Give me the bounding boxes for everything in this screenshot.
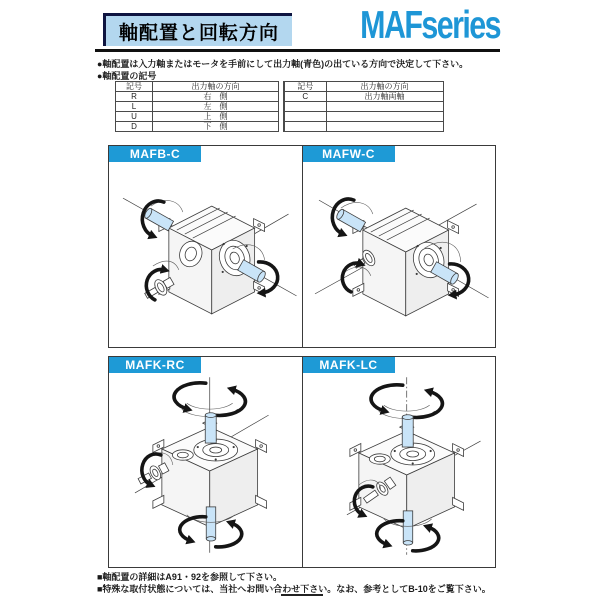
table-row (116, 122, 279, 132)
panel-row-top (108, 145, 496, 348)
intro-line-1: ●軸配置は入力軸またはモータを手前にして出力軸(青色)の出ている方向で決定して下さい。 (97, 59, 469, 69)
cell-symbol (284, 102, 326, 112)
header-symbol: 記号 (284, 82, 326, 92)
header-direction: 出力軸の方向 (326, 82, 443, 92)
cell-symbol: R (116, 92, 153, 102)
cell-symbol: L (116, 102, 153, 112)
footnote-detail-reference: ■軸配置の詳細はA91・92を参照して下さい。 (97, 572, 282, 582)
table-row (116, 112, 279, 122)
cell-direction (326, 112, 443, 122)
cell-direction (326, 102, 443, 112)
table-row (116, 92, 279, 102)
cell-symbol: U (116, 112, 153, 122)
header-symbol: 記号 (116, 82, 153, 92)
table-row (284, 112, 443, 122)
cell-direction: 右 側 (153, 92, 279, 102)
panel-label-mafk-rc: MAFK-RC (109, 357, 201, 373)
maf-series-logo: MAFseries (360, 3, 500, 47)
header-rule (95, 49, 500, 52)
panel-mafw-c (302, 146, 496, 347)
table-row (284, 122, 443, 132)
intro-line-2: ●軸配置の記号 (97, 71, 157, 81)
symbol-table-left (115, 81, 279, 132)
table-row (116, 102, 279, 112)
cell-direction: 上 側 (153, 112, 279, 122)
gearbox-drawing-mafb-c (109, 146, 302, 347)
table-row (284, 102, 443, 112)
panel-label-mafb-c: MAFB-C (109, 146, 201, 162)
gearbox-drawing-mafk-lc (303, 357, 496, 567)
panel-mafk-rc (109, 357, 302, 567)
header-direction: 出力軸の方向 (153, 82, 279, 92)
panel-label-mafk-lc: MAFK-LC (303, 357, 395, 373)
cell-symbol: C (284, 92, 326, 102)
cell-direction (326, 122, 443, 132)
cell-direction: 左 側 (153, 102, 279, 112)
page-bottom-mark (281, 594, 323, 596)
panel-mafb-c (109, 146, 302, 347)
table-header-row (116, 82, 279, 92)
cell-direction: 出力軸両軸 (326, 92, 443, 102)
cell-symbol (284, 112, 326, 122)
table-row (284, 92, 443, 102)
cell-direction: 下 側 (153, 122, 279, 132)
symbol-table-right (283, 81, 444, 132)
panel-mafk-lc (302, 357, 496, 567)
panel-label-mafw-c: MAFW-C (303, 146, 395, 162)
cell-symbol (284, 122, 326, 132)
footnote-special-mounting: ■特殊な取付状態については、当社へお問い合わせ下さい。なお、参考としてB-10をご覧下さい。 (97, 584, 491, 594)
panel-row-bottom (108, 356, 496, 568)
gearbox-drawing-mafk-rc (109, 357, 302, 567)
cell-symbol: D (116, 122, 153, 132)
page-title: 軸配置と回転方向 (103, 13, 292, 46)
gearbox-drawing-mafw-c (303, 146, 496, 347)
table-header-row (284, 82, 443, 92)
